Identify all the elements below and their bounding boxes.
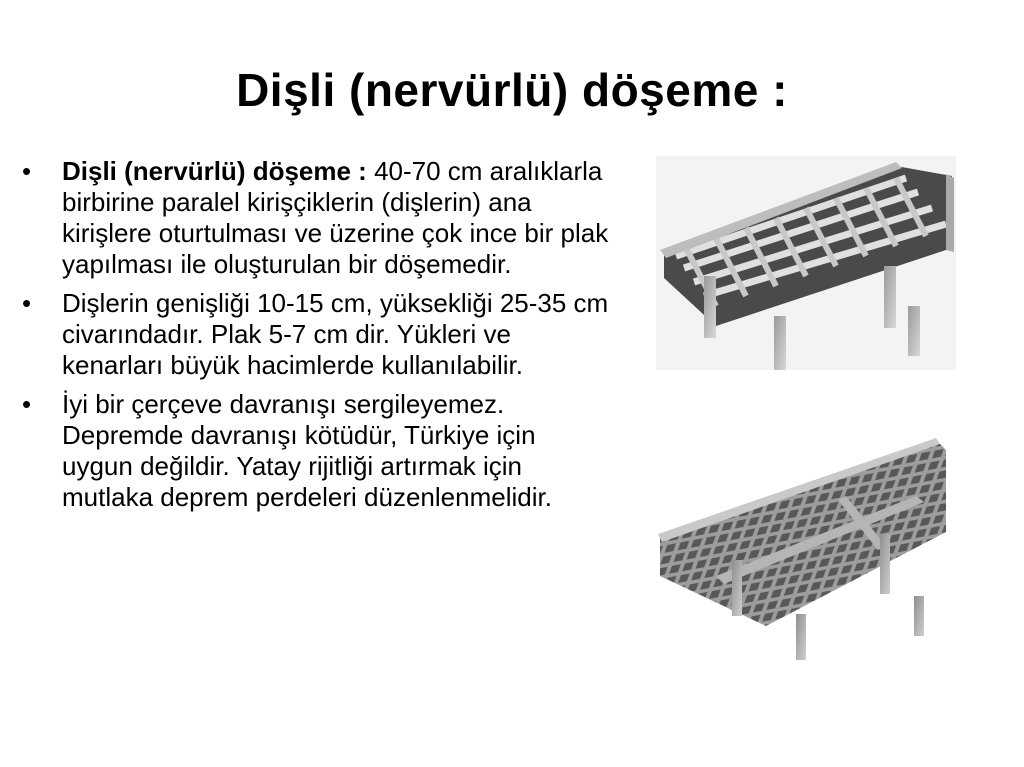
bullet-item (22, 288, 612, 381)
ribbed-slab-illustration (656, 156, 956, 370)
bullet-dot-icon: • (22, 389, 32, 419)
bullet-lead: Dişli (nervürlü) döşeme : (62, 156, 367, 186)
bullet-item (22, 156, 612, 280)
bullet-text: 40-70 cm aralıklarla birbirine paralel kirişçiklerin (dişlerin) ana kirişlere oturtulması ve üzerine çok ince bir plak yapılması ile oluşturulan bir döşemedir. (62, 156, 609, 279)
slide-title: Dişli (nervürlü) döşeme : (236, 64, 788, 116)
bullet-dot-icon: • (22, 156, 32, 186)
bullet-list (22, 156, 612, 521)
ribbed-slab-icon (656, 156, 956, 370)
bullet-text: İyi bir çerçeve davranışı sergileyemez. Depremde davranışı kötüdür, Türkiye için uygun değildir. Yatay rijitliği artırmak için mutlaka deprem perdeleri düzenlenmelidir. (62, 389, 552, 512)
bullet-dot-icon: • (22, 288, 32, 318)
waffle-slab-illustration (656, 436, 948, 662)
bullet-item (22, 389, 612, 513)
bullet-text: Dişlerin genişliği 10-15 cm, yüksekliği 25-35 cm civarındadır. Plak 5-7 cm dir. Yükleri ve kenarları büyük hacimlerde kullanılabilir. (62, 288, 609, 380)
waffle-slab-icon (656, 436, 948, 662)
